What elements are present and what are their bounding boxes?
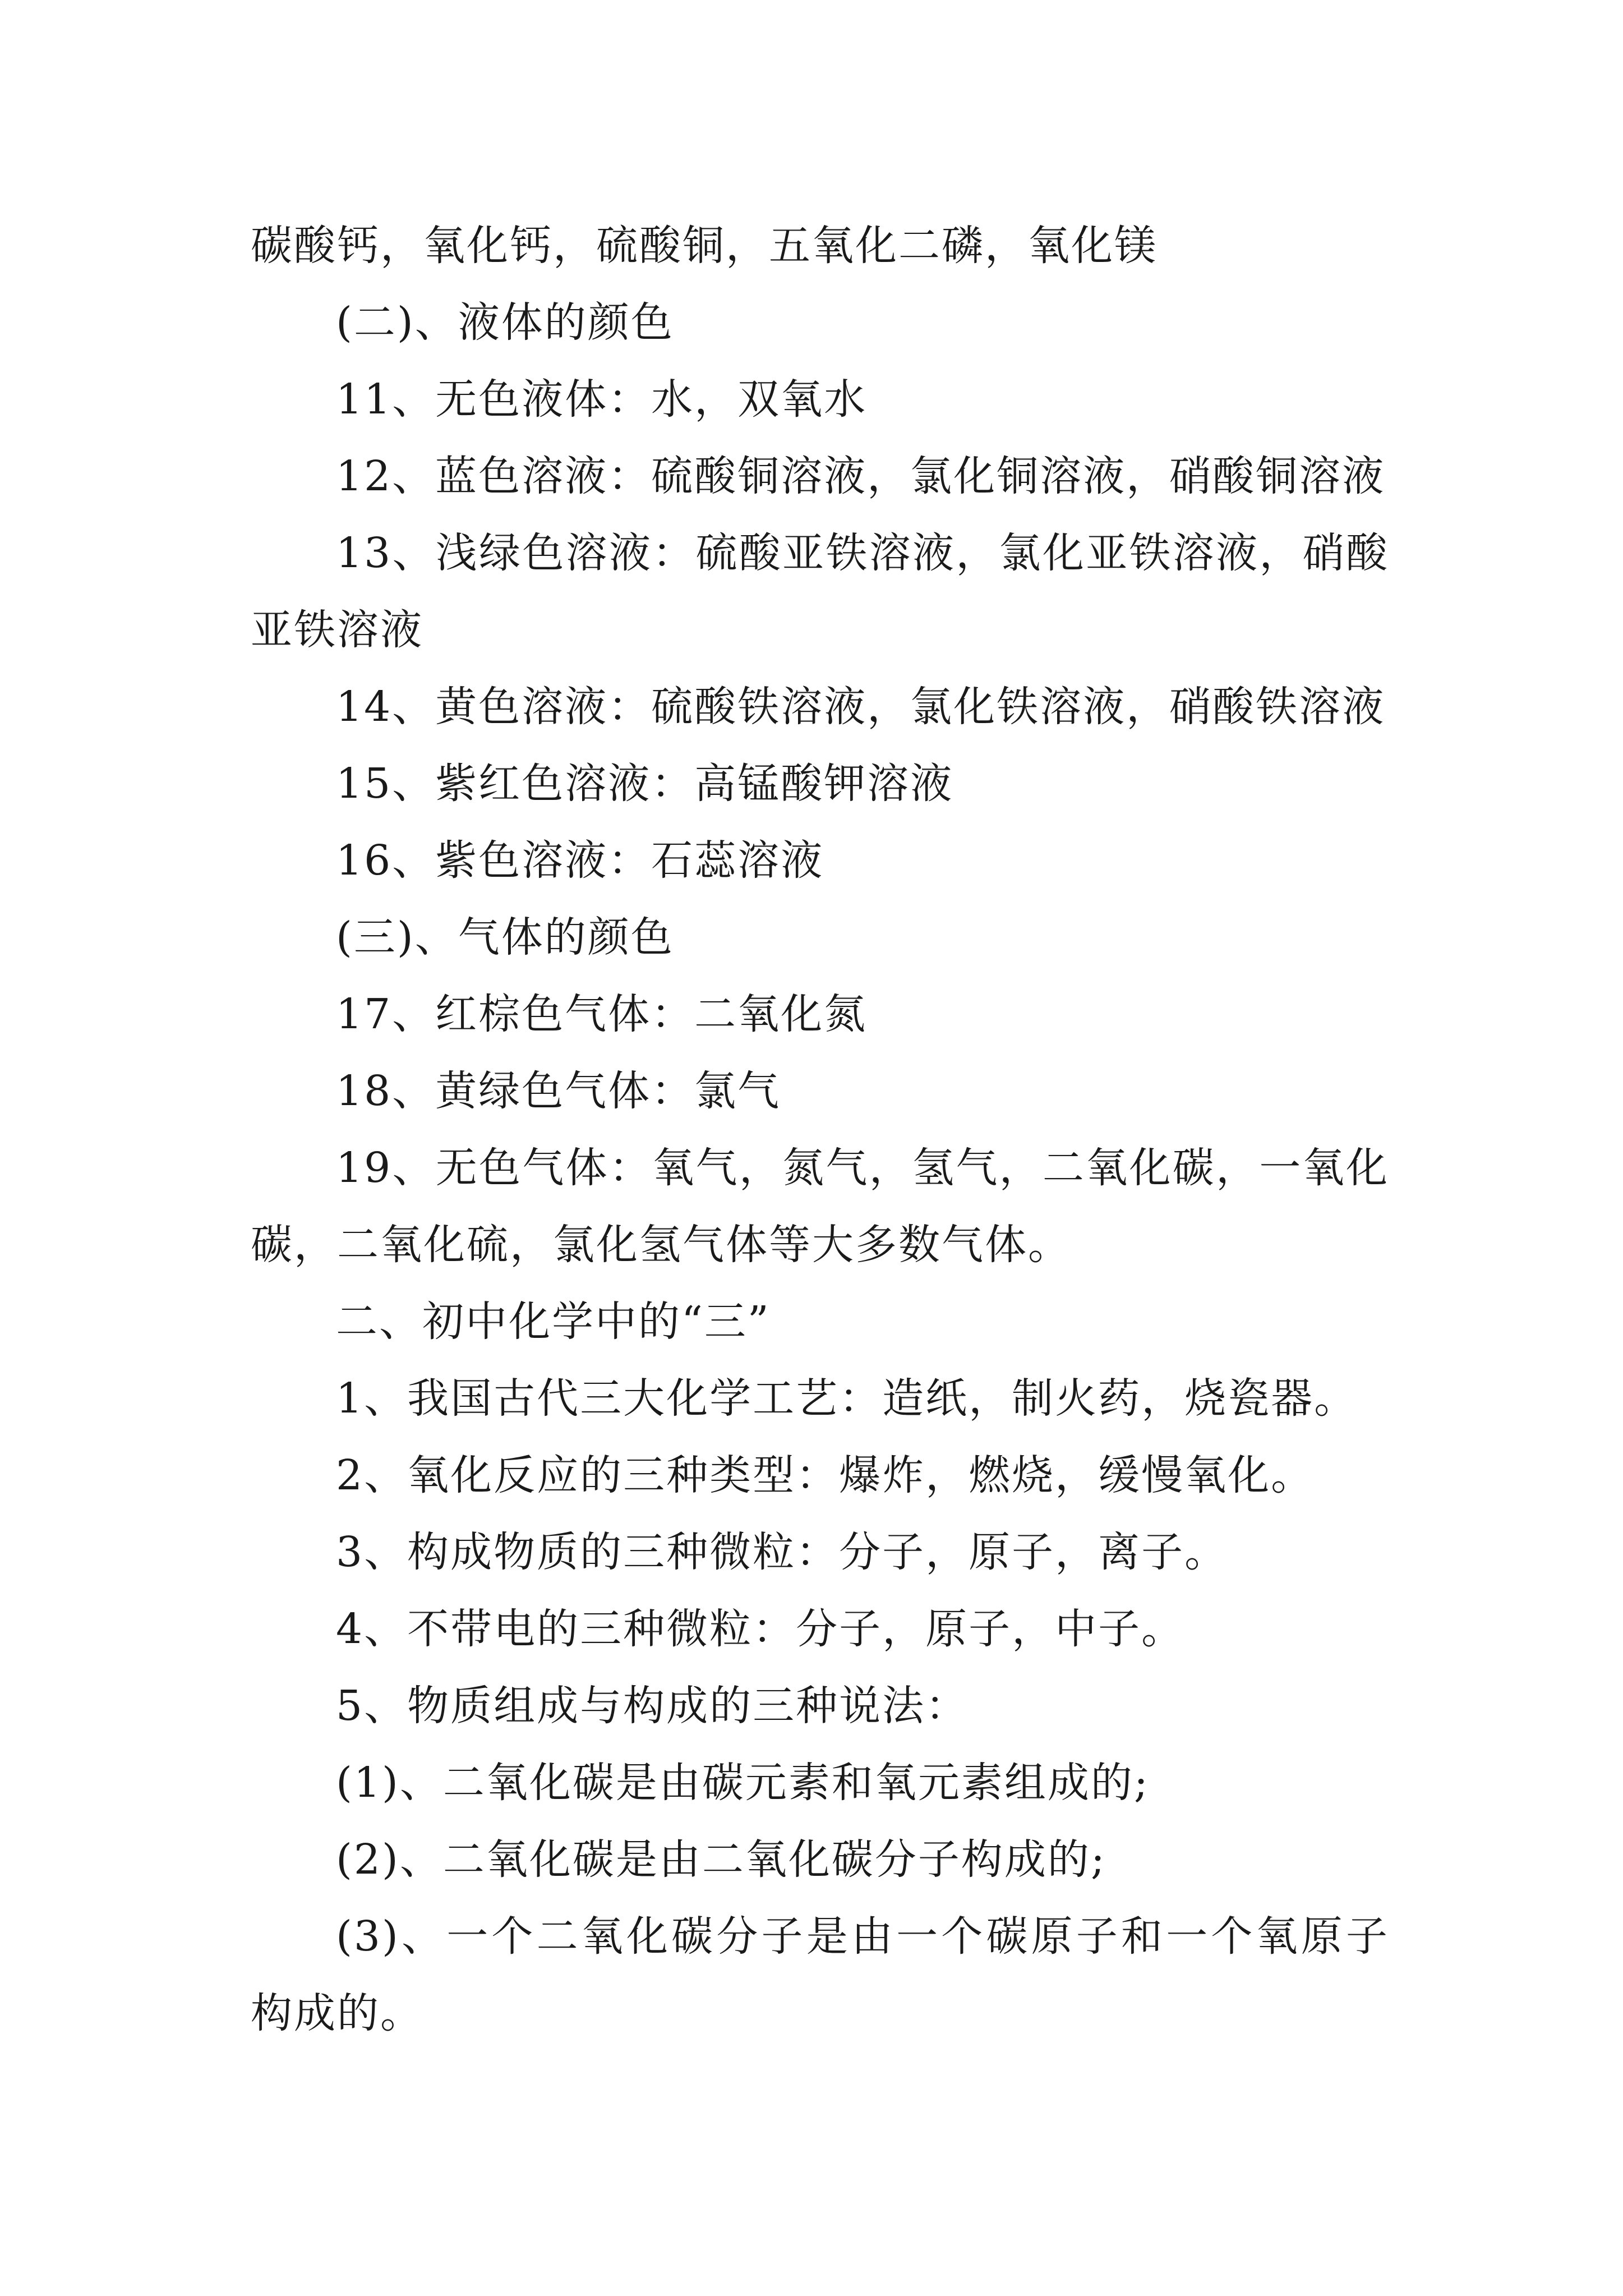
- three-item-3: 3、构成物质的三种微粒：分子，原子，离子。: [336, 1528, 1228, 1576]
- three-item-2: 2、氧化反应的三种类型：爆炸，燃烧，缓慢氧化。: [336, 1451, 1315, 1499]
- item-18: 18、黄绿色气体：氯气: [336, 1067, 781, 1115]
- sub-item-2: (2)、二氧化碳是由二氧化碳分子构成的;: [336, 1835, 1106, 1884]
- sub-item-1: (1)、二氧化碳是由碳元素和氧元素组成的;: [336, 1759, 1150, 1807]
- document-body: [251, 208, 1389, 2052]
- three-item-1: 1、我国古代三大化学工艺：造纸，制火药，烧瓷器。: [336, 1374, 1358, 1423]
- heading-liquid-colors: (二)、液体的颜色: [336, 298, 674, 347]
- item-12: 12、蓝色溶液：硫酸铜溶液，氯化铜溶液，硝酸铜溶液: [336, 452, 1386, 500]
- item-14: 14、黄色溶液：硫酸铁溶液，氯化铁溶液，硝酸铁溶液: [336, 683, 1386, 731]
- item-19: 19、无色气体：氧气，氮气，氢气，二氧化碳，一氧化碳，二氧化硫，氯化氢气体等大多数气体。: [251, 1144, 1389, 1269]
- sub-item-3: (3)、一个二氧化碳分子是由一个碳原子和一个氧原子构成的。: [251, 1912, 1389, 2037]
- item-11: 11、无色液体：水，双氧水: [336, 375, 868, 424]
- three-item-4: 4、不带电的三种微粒：分子，原子，中子。: [336, 1605, 1185, 1653]
- item-15: 15、紫红色溶液：高锰酸钾溶液: [336, 760, 954, 808]
- item-16: 16、紫色溶液：石蕊溶液: [336, 836, 824, 885]
- paragraph-solid-colors-continued: 碳酸钙，氧化钙，硫酸铜，五氧化二磷，氧化镁: [251, 222, 1158, 270]
- heading-gas-colors: (三)、气体的颜色: [336, 913, 674, 961]
- item-17: 17、红棕色气体：二氧化氮: [336, 990, 868, 1038]
- three-item-5: 5、物质组成与构成的三种说法：: [336, 1682, 969, 1730]
- item-13: 13、浅绿色溶液：硫酸亚铁溶液，氯化亚铁溶液，硝酸亚铁溶液: [251, 529, 1389, 654]
- heading-section-three: 二、初中化学中的“三”: [336, 1297, 771, 1346]
